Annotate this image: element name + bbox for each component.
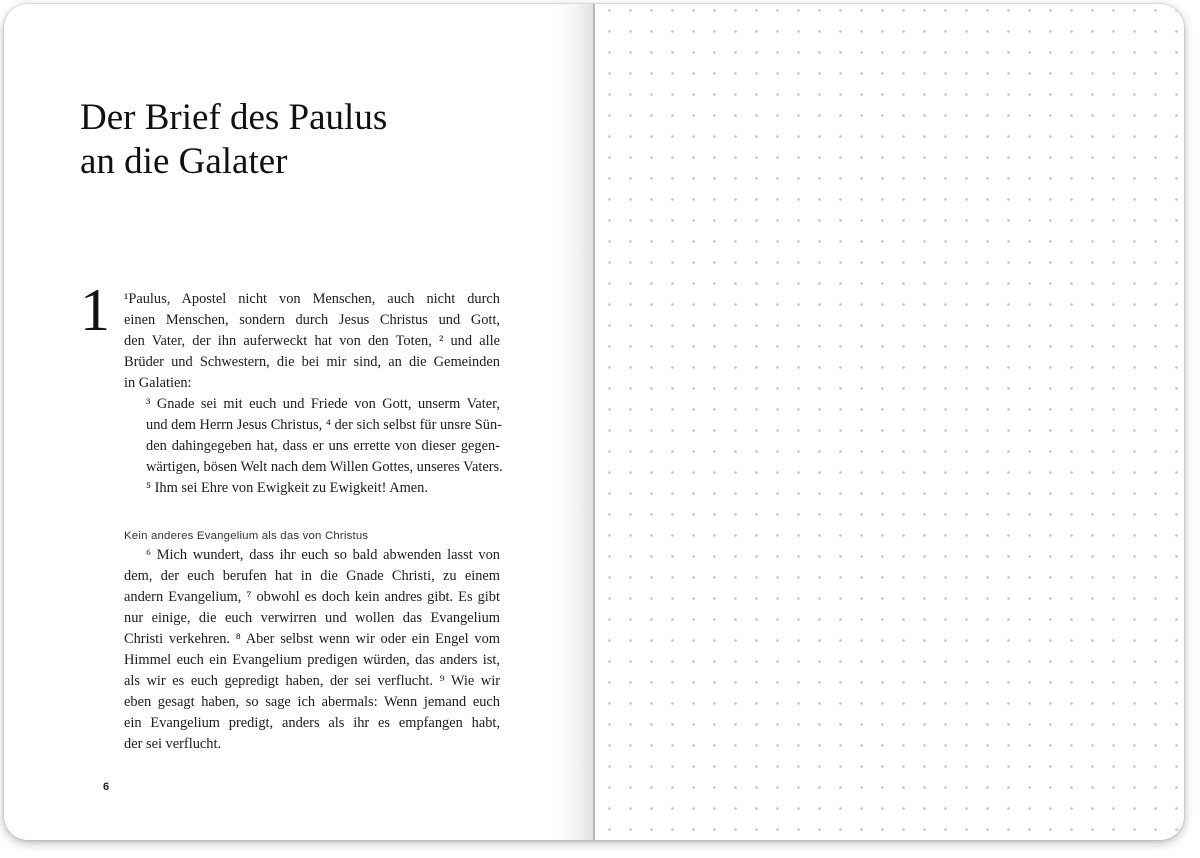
text-line: Himmel euch ein Evangelium predigen würden, das anders ist,: [124, 652, 500, 668]
paragraph-2: [102, 394, 503, 499]
text-line: nur einige, die euch verwirren und wollen das Evangelium: [124, 610, 500, 626]
text-line: den dahingegeben hat, dass er uns errette von dieser gegen-: [146, 438, 500, 454]
paragraph-3: [124, 545, 500, 755]
text-line: den Vater, der ihn auferweckt hat von den Toten, ² und alle: [124, 333, 500, 349]
text-line: ³ Gnade sei mit euch und Friede von Gott, unserm Vater,: [146, 396, 500, 412]
text-line: ein Evangelium predigt, anders als ihr es empfangen habt,: [124, 715, 500, 731]
chapter-text: [124, 289, 503, 499]
text-line: eben gesagt haben, so sage ich abermals: Wenn jemand euch: [124, 694, 500, 710]
text-line: Christi verkehren. ⁸ Aber selbst wenn wir oder ein Engel vom: [124, 631, 500, 647]
text-line: und dem Herrn Jesus Christus, ⁴ der sich selbst für unsre Sün-: [146, 417, 502, 433]
text-line: wärtigen, bösen Welt nach dem Willen Gottes, unseres Vaters.: [146, 459, 503, 475]
section-text: [124, 545, 500, 755]
text-line: ¹Paulus, Apostel nicht von Menschen, auch nicht durch: [124, 291, 500, 307]
text-line: Brüder und Schwestern, die bei mir sind, an die Gemeinden: [124, 354, 500, 370]
book-spread: [4, 4, 1184, 840]
gutter-shadow: [552, 4, 594, 840]
section-heading: Kein anderes Evangelium als das von Christus: [124, 530, 369, 542]
title-line-1: Der Brief des Paulus: [80, 97, 388, 138]
chapter-number: 1: [80, 277, 110, 343]
text-line: der sei verflucht.: [124, 736, 222, 752]
text-line: andern Evangelium, ⁷ obwohl es doch kein andres gibt. Es gibt: [124, 589, 500, 605]
book-title: [80, 96, 540, 184]
page-number: 6: [103, 781, 110, 793]
paragraph-1: [124, 289, 500, 394]
text-line: dem, der euch berufen hat in die Gnade Christi, zu einem: [124, 568, 500, 584]
right-page-dot-grid: [595, 4, 1184, 840]
text-line: in Galatien:: [124, 375, 192, 391]
title-line-2: an die Galater: [80, 141, 288, 182]
left-page: [4, 4, 594, 840]
text-line: als wir es euch gepredigt haben, der sei verflucht. ⁹ Wie wir: [124, 673, 500, 689]
text-line: ⁵ Ihm sei Ehre von Ewigkeit zu Ewigkeit! Amen.: [146, 480, 428, 496]
text-line: ⁶ Mich wundert, dass ihr euch so bald abwenden lasst von: [146, 547, 500, 563]
text-line: einen Menschen, sondern durch Jesus Christus und Gott,: [124, 312, 500, 328]
